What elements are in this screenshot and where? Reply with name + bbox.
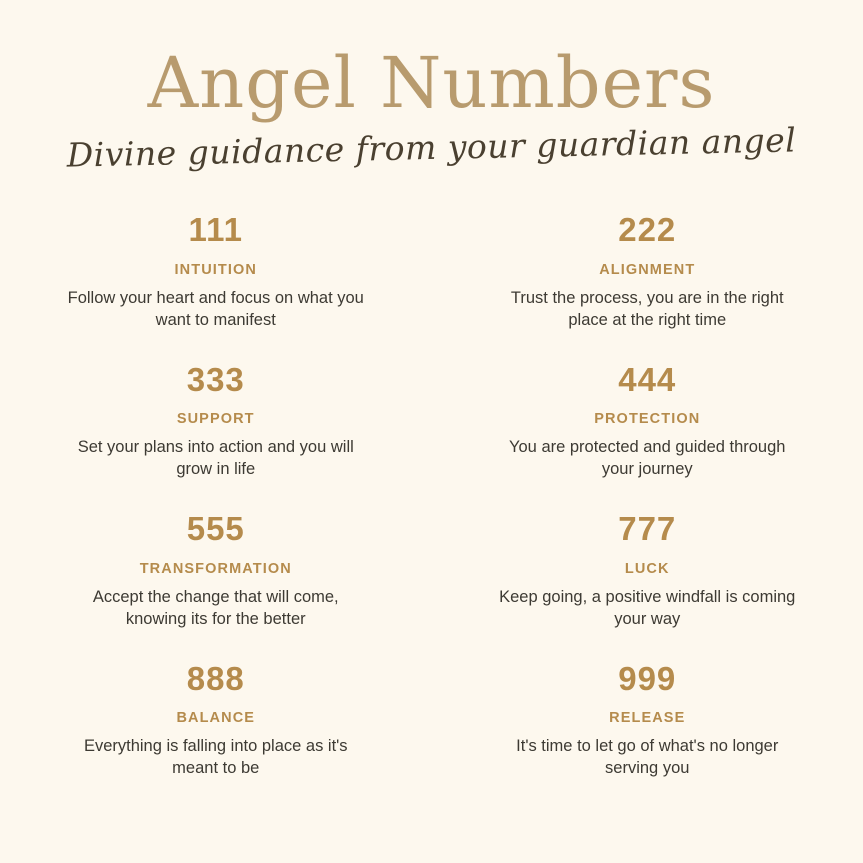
angel-number-value: 888 xyxy=(186,659,245,697)
angel-number-keyword: SUPPORT xyxy=(176,411,255,428)
angel-number-keyword: TRANSFORMATION xyxy=(139,560,292,577)
angel-number-keyword: BALANCE xyxy=(176,710,256,727)
angel-number-keyword: INTUITION xyxy=(174,261,257,278)
angel-number-entry xyxy=(432,659,863,780)
angel-number-keyword: LUCK xyxy=(624,560,670,577)
angel-number-keyword: ALIGNMENT xyxy=(599,261,696,278)
angel-number-description: It's time to let go of what's no longer serving you xyxy=(516,737,779,778)
angel-number-description: Keep going, a positive windfall is coming your way xyxy=(499,587,796,628)
page-title: Angel Numbers xyxy=(147,42,716,124)
angel-number-value: 555 xyxy=(186,510,245,548)
angel-number-entry xyxy=(0,659,432,780)
angel-number-entry xyxy=(432,360,863,481)
angel-number-entry xyxy=(0,360,432,481)
angel-number-grid xyxy=(0,210,863,780)
angel-number-description: Trust the process, you are in the right place at the right time xyxy=(510,288,784,329)
angel-number-description: Set your plans into action and you will grow in life xyxy=(77,438,354,479)
angel-number-value: 111 xyxy=(188,211,243,249)
angel-number-value: 333 xyxy=(186,360,245,398)
angel-number-keyword: RELEASE xyxy=(609,710,686,727)
angel-number-value: 444 xyxy=(618,360,677,398)
angel-number-entry xyxy=(0,210,432,331)
angel-number-description: You are protected and guided through your journey xyxy=(509,438,786,479)
angel-number-keyword: PROTECTION xyxy=(594,411,701,428)
angel-number-description: Follow your heart and focus on what you want to manifest xyxy=(67,288,364,329)
angel-number-value: 999 xyxy=(618,659,677,697)
angel-number-value: 222 xyxy=(618,211,677,249)
angel-number-value: 777 xyxy=(618,510,677,548)
page-subtitle: Divine guidance from your guardian angel xyxy=(66,120,797,175)
angel-number-entry xyxy=(0,509,432,630)
angel-number-description: Everything is falling into place as it's meant to be xyxy=(83,737,348,778)
angel-number-entry xyxy=(432,509,863,630)
angel-number-description: Accept the change that will come, knowing its for the better xyxy=(92,587,339,628)
angel-number-entry xyxy=(432,210,863,331)
poster-header xyxy=(0,0,863,175)
